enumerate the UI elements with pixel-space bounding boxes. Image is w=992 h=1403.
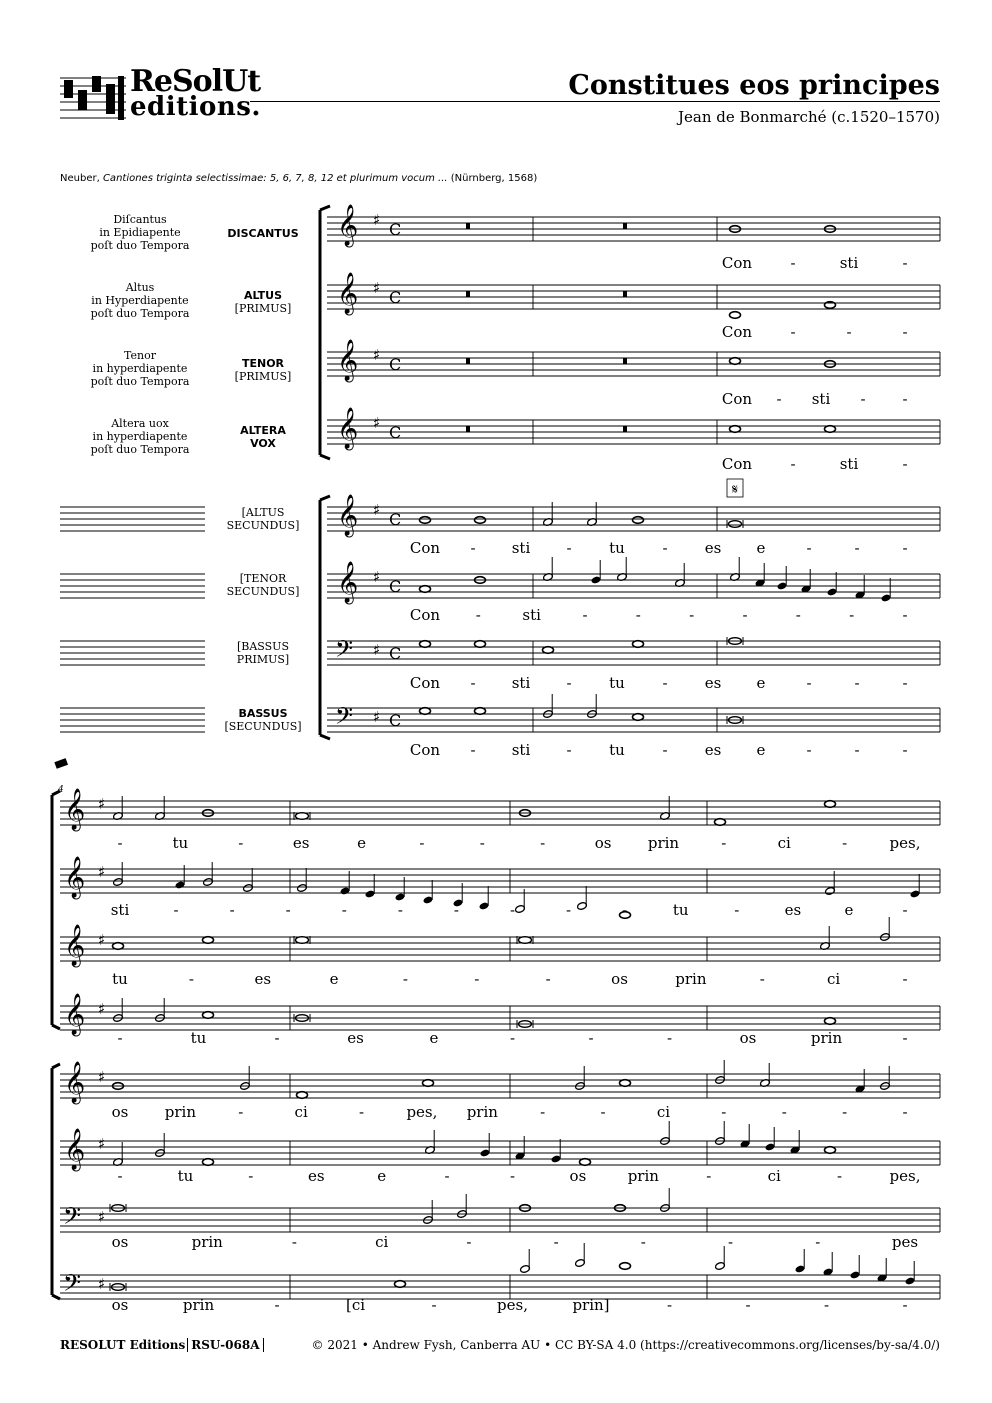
- lyric-syllable: -: [902, 254, 908, 272]
- lyric-syllable: -: [397, 901, 403, 919]
- breve-note: [296, 813, 309, 820]
- lyric-syllable: -: [721, 834, 727, 852]
- canon-line: in Epidiapente: [99, 226, 181, 239]
- lyric-syllable: -: [806, 674, 812, 692]
- lyric-syllable: ci: [777, 834, 791, 852]
- lyric-syllable: -: [117, 1167, 123, 1185]
- sharp-icon: ♯: [373, 279, 381, 297]
- lyric-syllable: -: [902, 674, 908, 692]
- lyric-syllable: prin: [647, 834, 680, 852]
- sharp-icon: ♯: [98, 1135, 106, 1153]
- footer-publisher-name: RESOLUT Editions: [60, 1338, 186, 1352]
- sharp-icon: ♯: [373, 346, 381, 364]
- canon-line: in Hyperdiapente: [91, 294, 189, 307]
- lyric-syllable: prin: [675, 970, 707, 988]
- whole-note: [825, 1147, 836, 1154]
- lyric-syllable: tu: [177, 1167, 194, 1185]
- time-signature-c: C: [389, 711, 402, 730]
- lyric-syllable: sti: [811, 390, 831, 408]
- source-prefix: Neuber,: [60, 173, 103, 184]
- lyric-syllable: -: [566, 741, 572, 759]
- whole-note: [633, 641, 644, 648]
- lyric-syllable: -: [117, 1029, 123, 1047]
- lyric-syllable: -: [902, 741, 908, 759]
- sharp-icon: ♯: [373, 708, 381, 726]
- lyric-syllable: -: [666, 1029, 673, 1047]
- lyric-syllable: tu: [672, 901, 689, 919]
- breve-rest: [623, 358, 627, 364]
- lyric-syllable: sti: [522, 606, 541, 624]
- bracket-free-voices: [320, 496, 330, 739]
- sharp-icon: ♯: [98, 863, 106, 881]
- treble-clef-icon: 𝄞: [337, 408, 359, 449]
- treble-clef-icon: 𝄞: [337, 205, 359, 246]
- lyric-syllable: -: [622, 901, 628, 919]
- breve-rest: [623, 223, 627, 229]
- whole-note: [825, 1018, 836, 1025]
- lyric-syllable: Con: [721, 323, 753, 341]
- lyric-syllable: -: [248, 1167, 254, 1185]
- time-signature-c: C: [389, 355, 402, 374]
- voice-name-line: [PRIMUS]: [234, 302, 292, 315]
- lyric-syllable: Con: [721, 390, 753, 408]
- lyric-syllable: es: [704, 674, 722, 692]
- breve-rest: [623, 291, 627, 297]
- lyric-syllable: tu: [190, 1029, 207, 1047]
- lyric-syllable: pes: [891, 1233, 919, 1251]
- sharp-icon: ♯: [373, 501, 381, 519]
- lyric-syllable: -: [902, 1296, 908, 1314]
- lyric-syllable: -: [274, 1029, 280, 1047]
- lyric-syllable: -: [431, 1296, 437, 1314]
- lyric-syllable: sti: [511, 741, 531, 759]
- lyric-syllable: es: [704, 539, 722, 557]
- whole-note: [475, 517, 486, 524]
- lyric-syllable: -: [842, 834, 848, 852]
- treble-clef-icon: 𝄞: [337, 273, 359, 314]
- lyric-syllable: -: [662, 539, 668, 557]
- lyric-syllable: es: [704, 741, 722, 759]
- voice-name-line: ALTUS: [243, 289, 283, 302]
- lyric-syllable: -: [553, 1233, 559, 1251]
- lyric-syllable: -: [566, 539, 572, 557]
- lyric-syllable: -: [854, 539, 860, 557]
- breve-rest: [466, 426, 470, 432]
- treble-clef-icon: 𝄞: [337, 340, 359, 381]
- canon-line: poſt duo Tempora: [90, 239, 190, 252]
- voice-name-line: [BASSUS: [236, 640, 289, 653]
- lyric-syllable: -: [419, 834, 425, 852]
- time-signature-c: C: [389, 577, 402, 596]
- lyric-syllable: -: [188, 970, 194, 988]
- sharp-icon: ♯: [373, 641, 381, 659]
- lyric-syllable: -: [635, 606, 641, 624]
- canon-line: poſt duo Tempora: [90, 307, 190, 320]
- lyric-syllable: sti: [839, 455, 859, 473]
- lyric-syllable: -: [902, 970, 908, 988]
- lyric-syllable: tu: [172, 834, 189, 852]
- lyric-syllable: -: [902, 1103, 908, 1121]
- lyric-syllable: -: [444, 1167, 450, 1185]
- lyric-syllable: -: [734, 901, 740, 919]
- lyric-syllable: sti: [839, 254, 859, 272]
- lyric-syllable: -: [837, 1167, 843, 1185]
- whole-note: [730, 426, 741, 433]
- lyric-syllable: -: [854, 674, 860, 692]
- whole-note: [620, 1263, 631, 1270]
- whole-note: [420, 641, 431, 648]
- voice-name-line: SECUNDUS]: [226, 519, 300, 532]
- sharp-icon: ♯: [98, 795, 106, 813]
- lyric-syllable: -: [291, 1233, 297, 1251]
- lyric-syllable: -: [745, 1296, 751, 1314]
- whole-note: [543, 647, 554, 654]
- lyric-syllable: ci: [294, 1103, 308, 1121]
- lyric-syllable: -: [117, 834, 123, 852]
- voice-name-line: [PRIMUS]: [234, 370, 292, 383]
- breve-rest: [623, 426, 627, 432]
- voice-name-line: PRIMUS]: [236, 653, 290, 666]
- lyric-syllable: es: [784, 901, 802, 919]
- lyric-syllable: -: [823, 1296, 830, 1314]
- voice-name-line: DISCANTUS: [227, 227, 299, 240]
- time-signature-c: C: [389, 510, 402, 529]
- lyric-syllable: os: [594, 834, 612, 852]
- canon-line: in hyperdiapente: [92, 430, 188, 443]
- lyric-syllable: -: [662, 674, 668, 692]
- whole-note: [297, 1092, 308, 1099]
- breve-rest: [466, 291, 470, 297]
- lyric-syllable: -: [795, 606, 801, 624]
- lyric-syllable: [ci: [345, 1296, 366, 1314]
- lyric-syllable: -: [341, 901, 347, 919]
- source-suffix: (Nürnberg, 1568): [447, 173, 538, 184]
- lyric-syllable: Con: [721, 455, 753, 473]
- source-title: Cantiones triginta selectissimae: 5, 6, 7, 8, 12 et plurimum vocum ...: [102, 173, 448, 184]
- lyric-syllable: -: [842, 1103, 848, 1121]
- lyric-syllable: Con: [409, 741, 441, 759]
- lyric-syllable: ci: [375, 1233, 389, 1251]
- lyric-syllable: -: [402, 970, 408, 988]
- breve-note: [729, 521, 742, 528]
- lyric-syllable: prin: [627, 1167, 659, 1185]
- voice-name-line: [SECUNDUS]: [224, 720, 302, 733]
- sharp-icon: ♯: [98, 1208, 106, 1226]
- time-signature-c: C: [389, 220, 402, 239]
- whole-note: [730, 358, 741, 365]
- lyric-syllable: sti: [511, 674, 531, 692]
- lyric-syllable: -: [466, 1233, 472, 1251]
- lyric-syllable: -: [285, 901, 291, 919]
- lyric-syllable: -: [721, 1103, 727, 1121]
- custos-mark: [54, 758, 68, 769]
- lyric-syllable: ci: [767, 1167, 781, 1185]
- whole-note: [203, 1012, 214, 1019]
- lyric-syllable: -: [238, 834, 244, 852]
- sharp-icon: ♯: [98, 931, 106, 949]
- lyric-syllable: -: [706, 1167, 712, 1185]
- lyric-syllable: -: [806, 539, 812, 557]
- lyric-syllable: -: [902, 390, 908, 408]
- lyric-syllable: tu: [609, 674, 625, 692]
- lyric-syllable: -: [509, 1167, 516, 1185]
- lyric-syllable: -: [274, 1296, 280, 1314]
- canon-line: Altus: [125, 281, 155, 294]
- whole-note: [203, 1159, 214, 1166]
- lyric-syllable: -: [902, 323, 908, 341]
- lyric-syllable: e: [756, 674, 766, 692]
- lyric-syllable: -: [776, 390, 782, 408]
- voice-name-line: TENOR: [241, 357, 285, 370]
- voice-name-line: ALTERA: [240, 424, 286, 437]
- voice-name-line: [TENOR: [239, 572, 287, 585]
- signum-congruentiae-icon: 𝄋: [731, 482, 739, 498]
- treble-clef-icon: 𝄞: [64, 1129, 86, 1170]
- treble-clef-icon: 𝄞: [64, 994, 86, 1035]
- logo-text-top: ReSolUt: [130, 64, 261, 99]
- breve-rest: [466, 358, 470, 364]
- bracket-canon-voices-s2: [52, 791, 60, 1029]
- whole-note: [395, 1281, 406, 1288]
- lyric-syllable: -: [902, 606, 908, 624]
- lyric-syllable: Con: [721, 254, 753, 272]
- sharp-icon: ♯: [373, 568, 381, 586]
- lyric-syllable: tu: [112, 970, 128, 988]
- lyric-syllable: pes,: [497, 1296, 528, 1314]
- whole-note: [620, 1080, 631, 1087]
- lyric-syllable: -: [566, 674, 572, 692]
- lyric-syllable: -: [545, 970, 551, 988]
- time-signature-c: C: [389, 423, 402, 442]
- lyric-syllable: prin: [810, 1029, 843, 1047]
- lyric-syllable: -: [689, 606, 695, 624]
- lyric-syllable: prin: [164, 1103, 197, 1121]
- bracket-canon-voices: [320, 206, 330, 459]
- lyric-syllable: -: [902, 539, 908, 557]
- lyric-syllable: -: [759, 970, 765, 988]
- lyric-syllable: Con: [409, 539, 441, 557]
- footer-copyright: © 2021 • Andrew Fysh, Canberra AU • CC BY-SA 4.0 (https://creativecommons.org/licenses/by-sa/4.0/): [311, 1338, 940, 1352]
- lyric-syllable: -: [790, 254, 796, 272]
- lyric-syllable: es: [307, 1167, 325, 1185]
- lyric-syllable: os: [739, 1029, 757, 1047]
- lyric-syllable: -: [854, 741, 860, 759]
- lyric-syllable: prin: [466, 1103, 498, 1121]
- lyric-syllable: prin: [182, 1296, 215, 1314]
- canon-line: Tenor: [124, 349, 156, 362]
- lyric-syllable: -: [902, 1029, 908, 1047]
- treble-clef-icon: 𝄞: [337, 562, 359, 603]
- whole-note: [825, 801, 836, 808]
- lyric-syllable: pes,: [406, 1103, 438, 1121]
- lyric-syllable: e: [429, 1029, 439, 1047]
- lyric-syllable: -: [173, 901, 179, 919]
- lyric-syllable: Con: [409, 674, 441, 692]
- breve-rest: [466, 223, 470, 229]
- lyric-syllable: -: [790, 455, 796, 473]
- lyric-syllable: os: [111, 1233, 129, 1251]
- canon-line: poſt duo Tempora: [90, 375, 190, 388]
- lyric-syllable: os: [111, 1296, 129, 1314]
- lyric-syllable: -: [790, 323, 796, 341]
- lyric-syllable: -: [453, 901, 459, 919]
- lyric-syllable: e: [329, 970, 339, 988]
- voice-name-line: SECUNDUS]: [226, 585, 300, 598]
- lyric-syllable: -: [902, 455, 908, 473]
- lyric-syllable: es: [347, 1029, 364, 1047]
- lyric-syllable: -: [238, 1103, 244, 1121]
- lyric-syllable: -: [728, 1233, 734, 1251]
- footer-publisher: [60, 1338, 264, 1352]
- lyric-syllable: ci: [827, 970, 841, 988]
- lyric-syllable: -: [662, 741, 668, 759]
- treble-clef-icon: 𝄞: [64, 925, 86, 966]
- treble-clef-icon: 𝄞: [337, 495, 359, 536]
- lyric-syllable: -: [640, 1233, 646, 1251]
- lyric-syllable: e: [844, 901, 854, 919]
- lyric-syllable: -: [479, 834, 485, 852]
- voice-name-line: VOX: [250, 437, 276, 450]
- whole-note: [203, 937, 214, 944]
- lyric-syllable: -: [470, 539, 476, 557]
- composer: Jean de Bonmarché (c.1520–1570): [678, 108, 940, 126]
- lyric-syllable: -: [806, 741, 812, 759]
- treble-clef-icon: 𝄞: [64, 1062, 86, 1103]
- lyric-syllable: -: [509, 1029, 516, 1047]
- lyric-syllable: pes,: [889, 1167, 921, 1185]
- lyric-syllable: tu: [609, 741, 625, 759]
- lyric-syllable: os: [611, 970, 628, 988]
- lyric-syllable: -: [475, 606, 481, 624]
- sharp-icon: ♯: [98, 1000, 106, 1018]
- lyric-syllable: sti: [110, 901, 130, 919]
- bass-clef-icon: 𝄢: [63, 1202, 82, 1235]
- lyric-syllable: -: [358, 1103, 365, 1121]
- footer-catalog-code: RSU-068A: [187, 1338, 263, 1352]
- lyric-syllable: -: [540, 1103, 546, 1121]
- whole-note: [715, 819, 726, 826]
- lyric-syllable: es: [292, 834, 310, 852]
- whole-note: [730, 312, 741, 319]
- lyric-syllable: -: [470, 741, 476, 759]
- whole-note: [580, 1159, 591, 1166]
- sharp-icon: ♯: [98, 1275, 106, 1293]
- canon-line: poſt duo Tempora: [90, 443, 190, 456]
- time-signature-c: C: [389, 644, 402, 663]
- lyric-syllable: ci: [656, 1103, 671, 1121]
- sharp-icon: ♯: [98, 1068, 106, 1086]
- bass-clef-icon: 𝄢: [63, 1269, 82, 1302]
- lyric-syllable: -: [229, 901, 235, 919]
- lyric-syllable: -: [540, 834, 546, 852]
- whole-note: [420, 708, 431, 715]
- lyric-syllable: e: [756, 741, 766, 759]
- lyric-syllable: -: [582, 606, 588, 624]
- lyric-syllable: e: [357, 834, 366, 852]
- lyric-syllable: -: [815, 1233, 821, 1251]
- lyric-syllable: pes,: [889, 834, 921, 852]
- bass-clef-icon: 𝄢: [335, 702, 354, 735]
- lyric-syllable: os: [569, 1167, 587, 1185]
- lyric-syllable: e: [377, 1167, 387, 1185]
- canon-line: in hyperdiapente: [92, 362, 188, 375]
- bracket-free-voices-s2: [52, 1064, 60, 1299]
- whole-note: [633, 714, 644, 721]
- lyric-syllable: -: [566, 901, 572, 919]
- whole-note: [113, 943, 124, 950]
- lyric-syllable: tu: [609, 539, 625, 557]
- lyric-syllable: sti: [511, 539, 531, 557]
- bass-clef-icon: 𝄢: [335, 635, 354, 668]
- lyric-syllable: -: [470, 674, 476, 692]
- whole-note: [420, 586, 431, 593]
- page-title: Constitues eos principes: [568, 70, 940, 101]
- lyric-syllable: os: [111, 1103, 129, 1121]
- lyric-syllable: -: [600, 1103, 606, 1121]
- canon-line: Altera uox: [111, 417, 169, 430]
- measure-number: 4: [58, 785, 64, 795]
- lyric-syllable: es: [254, 970, 272, 988]
- breve-note: [519, 937, 532, 944]
- lyric-syllable: -: [860, 390, 866, 408]
- lyric-syllable: -: [849, 606, 855, 624]
- sharp-icon: ♯: [373, 211, 381, 229]
- whole-note: [475, 708, 486, 715]
- lyric-syllable: -: [509, 901, 516, 919]
- lyric-syllable: -: [474, 970, 480, 988]
- lyric-syllable: prin]: [572, 1296, 610, 1314]
- whole-note: [420, 517, 431, 524]
- whole-note: [633, 517, 644, 524]
- lyric-syllable: Con: [409, 606, 441, 624]
- whole-note: [825, 426, 836, 433]
- time-signature-c: C: [389, 288, 402, 307]
- whole-note: [423, 1080, 434, 1087]
- treble-clef-icon: 𝄞: [64, 857, 86, 898]
- lyric-syllable: -: [846, 323, 852, 341]
- lyric-syllable: -: [588, 1029, 594, 1047]
- logo-text-bottom: editions.: [130, 92, 261, 122]
- whole-note: [475, 641, 486, 648]
- lyric-syllable: -: [666, 1296, 673, 1314]
- lyric-syllable: -: [742, 606, 748, 624]
- treble-clef-icon: 𝄞: [64, 789, 86, 830]
- lyric-syllable: -: [902, 901, 908, 919]
- lyric-syllable: prin: [191, 1233, 223, 1251]
- lyric-syllable: -: [781, 1103, 787, 1121]
- breve-note: [296, 937, 309, 944]
- voice-name-line: BASSUS: [238, 707, 288, 720]
- lyric-syllable: e: [756, 539, 766, 557]
- voice-name-line: [ALTUS: [241, 506, 285, 519]
- sharp-icon: ♯: [373, 414, 381, 432]
- canon-line: Diſcantus: [113, 213, 167, 226]
